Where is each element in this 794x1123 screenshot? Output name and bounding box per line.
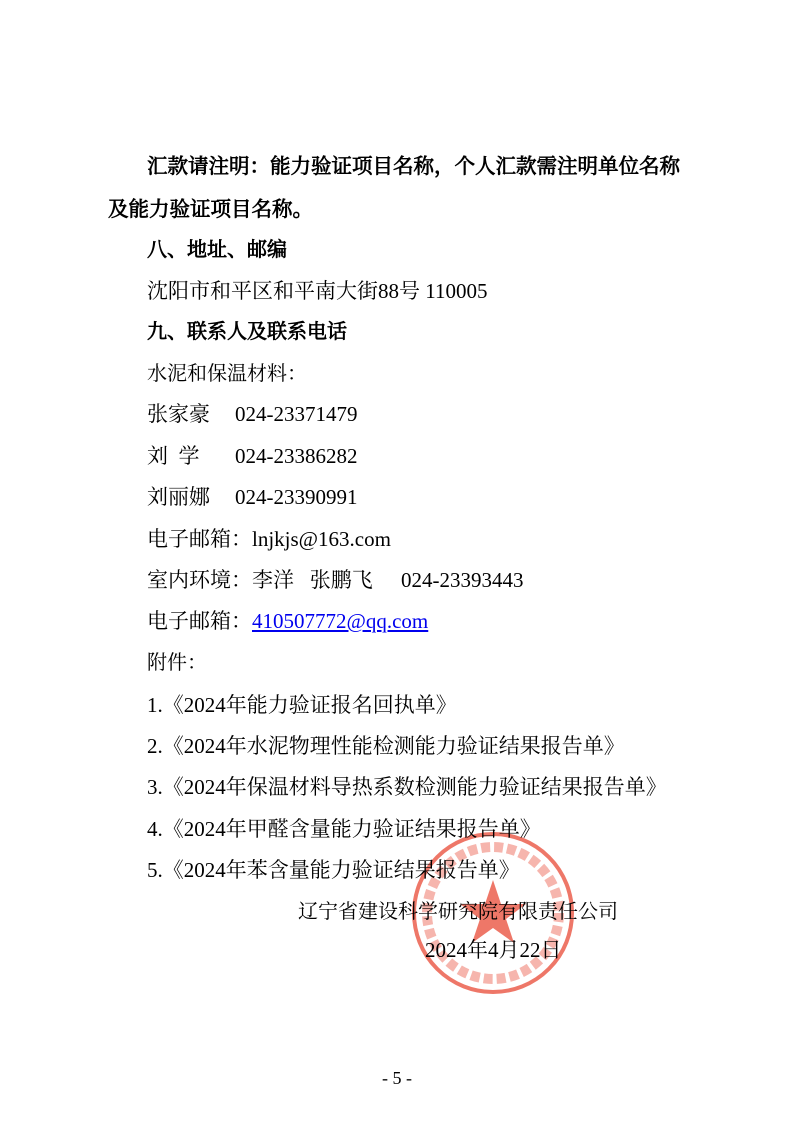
group-label: 水泥和保温材料： <box>147 361 307 385</box>
contact-phone: 024-23386282 <box>235 444 358 468</box>
email-row <box>147 527 391 551</box>
remittance-note: 汇款请注明：能力验证项目名称，个人汇款需注明单位名称 <box>147 154 680 178</box>
attachment-item: 5.《2024年苯含量能力验证结果报告单》 <box>147 858 520 882</box>
contact-name: 刘丽娜 <box>147 485 210 509</box>
signature-org: 辽宁省建设科学研究院有限责任公司 <box>298 899 618 923</box>
contact-row <box>147 485 358 509</box>
signature-date: 2024年4月22日 <box>425 938 562 962</box>
indoor-phone: 024-23393443 <box>401 568 524 592</box>
section-8-heading: 八、地址、邮编 <box>147 237 287 261</box>
contact-row <box>147 444 358 468</box>
indoor-row <box>147 568 524 592</box>
page-number: - 5 - <box>382 1068 412 1088</box>
attachment-item: 2.《2024年水泥物理性能检测能力验证结果报告单》 <box>147 734 625 758</box>
email-row <box>147 609 428 633</box>
address: 沈阳市和平区和平南大街88号 110005 <box>147 279 488 303</box>
email-link[interactable]: 410507772@qq.com <box>252 609 429 633</box>
contact-row <box>147 402 358 426</box>
contact-name: 刘 学 <box>147 444 200 468</box>
attachments-label: 附件： <box>147 650 207 674</box>
section-9-heading: 九、联系人及联系电话 <box>147 319 347 343</box>
indoor-contacts: 室内环境：李洋 张鹏飞 <box>147 568 373 592</box>
attachment-item: 3.《2024年保温材料导热系数检测能力验证结果报告单》 <box>147 775 667 799</box>
attachment-item: 1.《2024年能力验证报名回执单》 <box>147 693 457 717</box>
contact-phone: 024-23390991 <box>235 485 358 509</box>
email-value: lnjkjs@163.com <box>252 527 391 551</box>
remittance-note-cont: 及能力验证项目名称。 <box>108 197 313 221</box>
contact-phone: 024-23371479 <box>235 402 358 426</box>
attachment-item: 4.《2024年甲醛含量能力验证结果报告单》 <box>147 817 541 841</box>
email-label: 电子邮箱： <box>147 527 252 551</box>
email-label: 电子邮箱： <box>147 609 252 633</box>
contact-name: 张家豪 <box>147 402 210 426</box>
